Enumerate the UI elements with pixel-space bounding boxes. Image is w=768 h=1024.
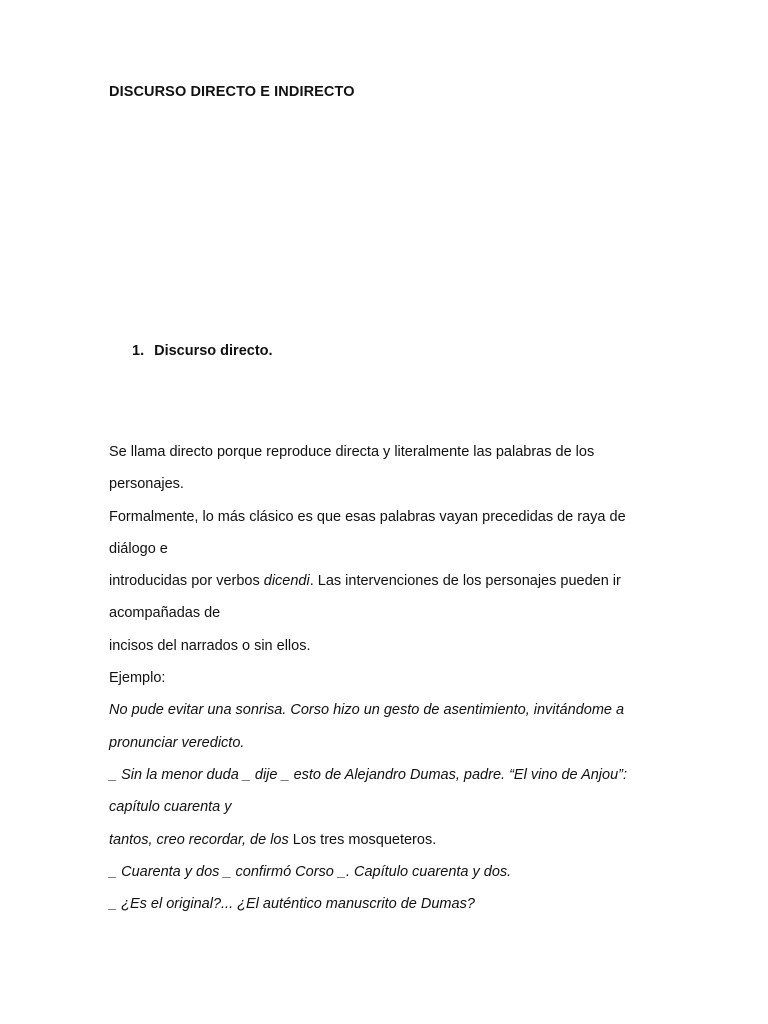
text-line bbox=[109, 791, 669, 823]
text-line bbox=[109, 501, 669, 533]
italic-text-segment: _ Cuarenta y dos _ confirmó Corso _. Capítulo cuarenta y dos. bbox=[109, 863, 512, 880]
text-segment: incisos del narrados o sin ellos. bbox=[109, 637, 311, 654]
section-number: 1. bbox=[132, 343, 145, 359]
text-segment: . Las intervenciones de los personajes pueden ir bbox=[309, 573, 621, 590]
text-line bbox=[109, 565, 669, 597]
italic-text-segment: _ ¿Es el original?... ¿El auténtico manuscrito de Dumas? bbox=[109, 896, 475, 913]
text-line bbox=[109, 662, 669, 694]
text-segment: Ejemplo: bbox=[109, 670, 166, 687]
italic-text-segment: pronunciar veredicto. bbox=[109, 734, 245, 751]
text-line bbox=[109, 727, 669, 759]
text-line bbox=[109, 824, 669, 856]
text-segment: diálogo e bbox=[109, 540, 168, 557]
text-line bbox=[109, 597, 669, 629]
text-line bbox=[109, 533, 669, 565]
text-line bbox=[109, 856, 669, 888]
italic-text-segment: tantos, creo recordar, de los bbox=[109, 831, 293, 848]
text-line bbox=[109, 888, 669, 920]
text-segment: Se llama directo porque reproduce directa y literalmente las palabras de los bbox=[109, 444, 595, 460]
body-text bbox=[109, 436, 669, 920]
italic-text-segment: _ Sin la menor duda _ dije _ esto de Alejandro Dumas, padre. “El vino de Anjou”: bbox=[109, 766, 628, 783]
italic-text-segment: No pude evitar una sonrisa. Corso hizo un gesto de asentimiento, invitándome a bbox=[109, 702, 625, 719]
text-line bbox=[109, 694, 669, 726]
text-segment: introducidas por verbos bbox=[109, 573, 264, 590]
section-heading bbox=[132, 343, 273, 359]
text-segment: acompañadas de bbox=[109, 605, 221, 622]
document-title: DISCURSO DIRECTO E INDIRECTO bbox=[109, 84, 355, 100]
text-line bbox=[109, 759, 669, 791]
text-segment: personajes. bbox=[109, 476, 184, 493]
text-segment: Los tres mosqueteros. bbox=[292, 831, 437, 848]
italic-text-segment: capítulo cuarenta y bbox=[109, 799, 232, 816]
text-line bbox=[109, 468, 669, 500]
italic-text-segment: dicendi bbox=[263, 573, 310, 590]
text-segment: Formalmente, lo más clásico es que esas palabras vayan precedidas de raya de bbox=[109, 508, 626, 525]
section-title: Discurso directo. bbox=[154, 343, 273, 359]
text-line bbox=[109, 436, 669, 468]
text-line bbox=[109, 630, 669, 662]
